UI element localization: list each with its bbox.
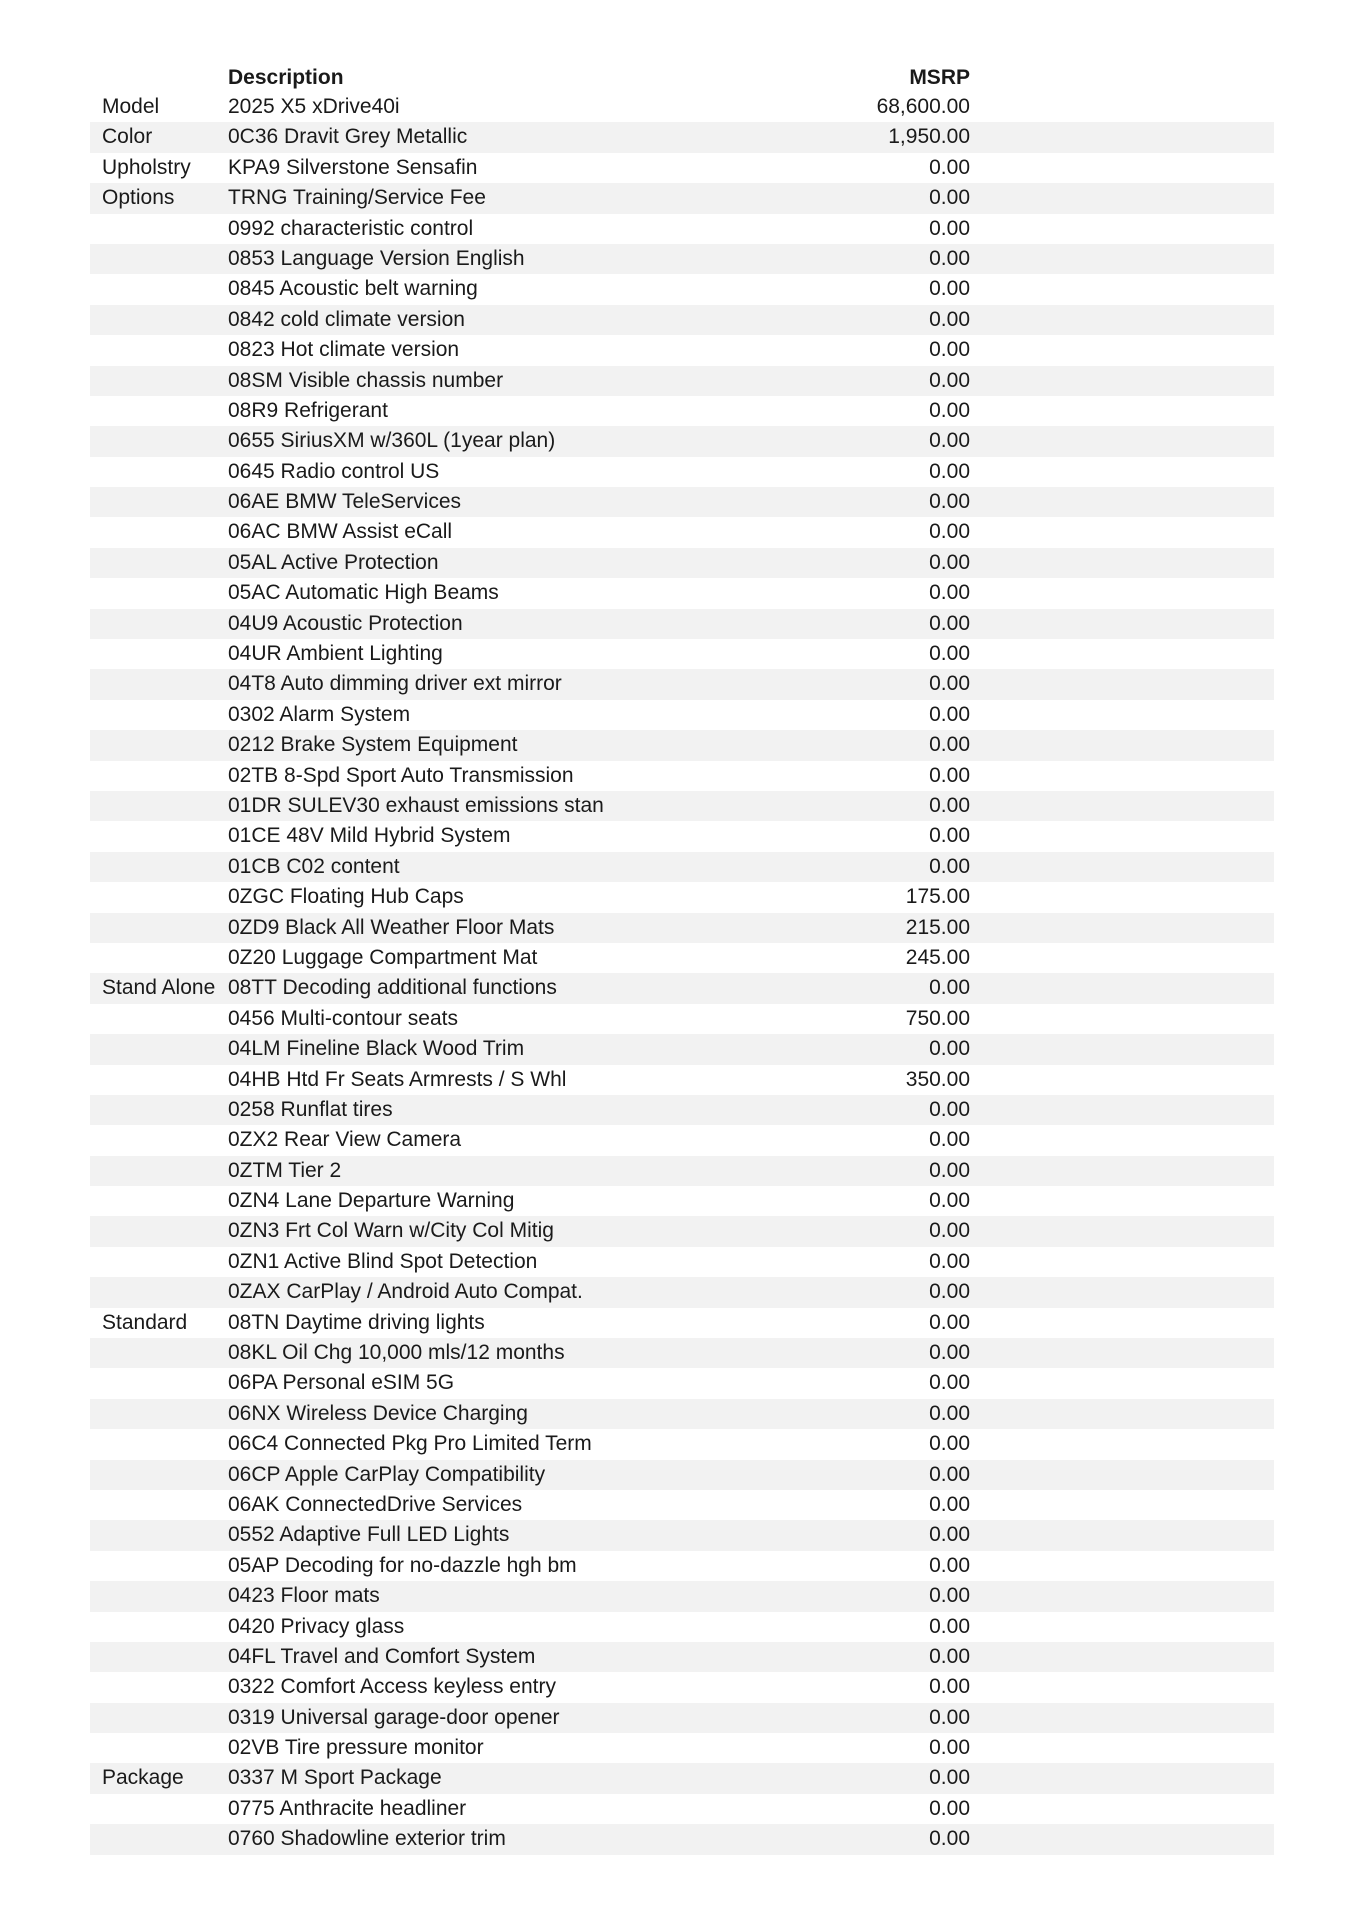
row-description: 0258 Runflat tires <box>228 1097 393 1121</box>
row-description: 0845 Acoustic belt warning <box>228 277 478 301</box>
table-row <box>90 609 1274 639</box>
table-row <box>90 487 1274 517</box>
row-description: 06NX Wireless Device Charging <box>228 1401 528 1425</box>
table-row <box>90 943 1274 973</box>
row-msrp: 0.00 <box>929 1401 970 1425</box>
row-category: Options <box>102 186 175 210</box>
row-description: 06AK ConnectedDrive Services <box>228 1492 523 1516</box>
row-msrp: 0.00 <box>929 550 970 574</box>
row-description: 0552 Adaptive Full LED Lights <box>228 1523 510 1547</box>
row-description: 0853 Language Version English <box>228 246 525 270</box>
table-row <box>90 730 1274 760</box>
row-description: 0ZGC Floating Hub Caps <box>228 885 464 909</box>
row-msrp: 0.00 <box>929 1705 970 1729</box>
row-msrp: 0.00 <box>929 702 970 726</box>
row-description: 08TN Daytime driving lights <box>228 1310 485 1334</box>
row-msrp: 0.00 <box>929 368 970 392</box>
row-description: 08TT Decoding additional functions <box>228 976 557 1000</box>
row-msrp: 0.00 <box>929 642 970 666</box>
table-row <box>90 761 1274 791</box>
row-description: 0ZD9 Black All Weather Floor Mats <box>228 915 555 939</box>
table-row <box>90 1277 1274 1307</box>
row-description: 06C4 Connected Pkg Pro Limited Term <box>228 1432 592 1456</box>
table-row <box>90 457 1274 487</box>
row-description: 0775 Anthracite headliner <box>228 1796 467 1820</box>
table-row <box>90 335 1274 365</box>
table-row <box>90 1551 1274 1581</box>
table-row <box>90 1429 1274 1459</box>
table-row <box>90 1642 1274 1672</box>
header-msrp: MSRP <box>909 66 970 89</box>
row-description: 0760 Shadowline exterior trim <box>228 1827 506 1851</box>
row-msrp: 0.00 <box>929 1158 970 1182</box>
table-row <box>90 700 1274 730</box>
table-row <box>90 183 1274 213</box>
row-msrp: 0.00 <box>929 246 970 270</box>
row-description: TRNG Training/Service Fee <box>228 186 486 210</box>
row-msrp: 0.00 <box>929 1219 970 1243</box>
row-description: 0C36 Dravit Grey Metallic <box>228 125 468 149</box>
table-row <box>90 791 1274 821</box>
row-msrp: 0.00 <box>929 398 970 422</box>
row-description: 05AL Active Protection <box>228 550 439 574</box>
row-msrp: 0.00 <box>929 1523 970 1547</box>
row-msrp: 0.00 <box>929 854 970 878</box>
row-msrp: 0.00 <box>929 824 970 848</box>
row-description: 06PA Personal eSIM 5G <box>228 1371 455 1395</box>
table-row <box>90 1460 1274 1490</box>
row-description: 0322 Comfort Access keyless entry <box>228 1675 556 1699</box>
table-row <box>90 153 1274 183</box>
row-msrp: 0.00 <box>929 1371 970 1395</box>
table-row <box>90 882 1274 912</box>
row-description: 0423 Floor mats <box>228 1584 380 1608</box>
row-category: Package <box>102 1766 184 1790</box>
row-msrp: 0.00 <box>929 1280 970 1304</box>
row-msrp: 0.00 <box>929 1614 970 1638</box>
row-msrp: 0.00 <box>929 490 970 514</box>
row-description: 0302 Alarm System <box>228 702 411 726</box>
row-description: KPA9 Silverstone Sensafin <box>228 155 478 179</box>
row-description: 0ZTM Tier 2 <box>228 1158 342 1182</box>
row-category: Stand Alone <box>102 976 216 1000</box>
table-row <box>90 1824 1274 1854</box>
row-description: 0ZN1 Active Blind Spot Detection <box>228 1249 538 1273</box>
table-row <box>90 214 1274 244</box>
row-msrp: 0.00 <box>929 793 970 817</box>
row-description: 04T8 Auto dimming driver ext mirror <box>228 672 562 696</box>
table-row <box>90 244 1274 274</box>
table-row <box>90 426 1274 456</box>
row-msrp: 0.00 <box>929 1796 970 1820</box>
row-msrp: 0.00 <box>929 277 970 301</box>
row-description: 06AE BMW TeleServices <box>228 490 462 514</box>
row-description: 05AP Decoding for no-dazzle hgh bm <box>228 1553 577 1577</box>
row-description: 0ZAX CarPlay / Android Auto Compat. <box>228 1280 583 1304</box>
price-sheet <box>90 64 1274 1855</box>
row-msrp: 0.00 <box>929 1097 970 1121</box>
table-row <box>90 1034 1274 1064</box>
table-row <box>90 913 1274 943</box>
row-msrp: 0.00 <box>929 1341 970 1365</box>
row-category: Color <box>102 125 153 149</box>
table-row <box>90 821 1274 851</box>
table-row <box>90 1763 1274 1793</box>
row-description: 0655 SiriusXM w/360L (1year plan) <box>228 429 556 453</box>
table-row <box>90 548 1274 578</box>
row-description: 02VB Tire pressure monitor <box>228 1736 484 1760</box>
table-row <box>90 1247 1274 1277</box>
row-msrp: 0.00 <box>929 1432 970 1456</box>
row-description: 08SM Visible chassis number <box>228 368 504 392</box>
row-msrp: 215.00 <box>905 915 970 939</box>
row-description: 01CE 48V Mild Hybrid System <box>228 824 511 848</box>
row-description: 0337 M Sport Package <box>228 1766 442 1790</box>
table-row <box>90 517 1274 547</box>
row-msrp: 0.00 <box>929 581 970 605</box>
row-description: 08R9 Refrigerant <box>228 398 388 422</box>
table-row <box>90 1612 1274 1642</box>
row-msrp: 0.00 <box>929 733 970 757</box>
table-row <box>90 1794 1274 1824</box>
table-row <box>90 305 1274 335</box>
table-row <box>90 578 1274 608</box>
row-msrp: 1,950.00 <box>888 125 970 149</box>
header-description: Description <box>228 66 344 89</box>
table-row <box>90 1338 1274 1368</box>
table-body <box>90 92 1274 1855</box>
table-row <box>90 1368 1274 1398</box>
row-description: 2025 X5 xDrive40i <box>228 95 400 118</box>
table-row <box>90 1308 1274 1338</box>
table-row <box>90 1733 1274 1763</box>
row-msrp: 245.00 <box>905 945 970 969</box>
table-header <box>90 64 1274 92</box>
table-row <box>90 1581 1274 1611</box>
row-description: 05AC Automatic High Beams <box>228 581 499 605</box>
row-description: 0420 Privacy glass <box>228 1614 405 1638</box>
row-description: 04LM Fineline Black Wood Trim <box>228 1037 525 1061</box>
row-msrp: 0.00 <box>929 459 970 483</box>
row-msrp: 0.00 <box>929 763 970 787</box>
table-row <box>90 92 1274 122</box>
row-msrp: 0.00 <box>929 429 970 453</box>
row-msrp: 0.00 <box>929 338 970 362</box>
row-description: 0992 characteristic control <box>228 216 474 240</box>
row-description: 08KL Oil Chg 10,000 mls/12 months <box>228 1341 565 1365</box>
table-row <box>90 1399 1274 1429</box>
table-row <box>90 1520 1274 1550</box>
row-msrp: 0.00 <box>929 1249 970 1273</box>
table-row <box>90 1703 1274 1733</box>
row-msrp: 0.00 <box>929 1827 970 1851</box>
table-row <box>90 1004 1274 1034</box>
table-row <box>90 1216 1274 1246</box>
row-category: Model <box>102 95 160 118</box>
table-row <box>90 1186 1274 1216</box>
row-msrp: 0.00 <box>929 307 970 331</box>
row-description: 04FL Travel and Comfort System <box>228 1644 536 1668</box>
table-row <box>90 973 1274 1003</box>
row-description: 0ZN3 Frt Col Warn w/City Col Mitig <box>228 1219 554 1243</box>
row-msrp: 0.00 <box>929 216 970 240</box>
row-msrp: 175.00 <box>905 885 970 909</box>
table-row <box>90 639 1274 669</box>
row-msrp: 0.00 <box>929 186 970 210</box>
table-row <box>90 274 1274 304</box>
row-description: 0645 Radio control US <box>228 459 440 483</box>
table-row <box>90 1156 1274 1186</box>
row-msrp: 68,600.00 <box>876 95 970 118</box>
row-description: 0Z20 Luggage Compartment Mat <box>228 945 538 969</box>
row-msrp: 0.00 <box>929 1492 970 1516</box>
row-description: 0456 Multi-contour seats <box>228 1006 458 1030</box>
row-description: 06AC BMW Assist eCall <box>228 520 453 544</box>
row-description: 04HB Htd Fr Seats Armrests / S Whl <box>228 1067 567 1091</box>
row-description: 0842 cold climate version <box>228 307 465 331</box>
row-msrp: 0.00 <box>929 1766 970 1790</box>
row-msrp: 0.00 <box>929 672 970 696</box>
table-row <box>90 1490 1274 1520</box>
row-msrp: 0.00 <box>929 611 970 635</box>
row-category: Upholstry <box>102 155 191 179</box>
row-msrp: 0.00 <box>929 1128 970 1152</box>
table-row <box>90 852 1274 882</box>
table-row <box>90 1065 1274 1095</box>
row-description: 0ZX2 Rear View Camera <box>228 1128 462 1152</box>
row-msrp: 0.00 <box>929 155 970 179</box>
row-msrp: 0.00 <box>929 1644 970 1668</box>
table-row <box>90 1095 1274 1125</box>
row-description: 04U9 Acoustic Protection <box>228 611 463 635</box>
row-description: 0319 Universal garage-door opener <box>228 1705 560 1729</box>
row-msrp: 0.00 <box>929 1462 970 1486</box>
table-row <box>90 1125 1274 1155</box>
row-description: 0ZN4 Lane Departure Warning <box>228 1189 515 1213</box>
row-description: 01CB C02 content <box>228 854 400 878</box>
row-msrp: 0.00 <box>929 1553 970 1577</box>
row-msrp: 0.00 <box>929 1675 970 1699</box>
row-description: 04UR Ambient Lighting <box>228 642 443 666</box>
row-msrp: 0.00 <box>929 1037 970 1061</box>
row-msrp: 0.00 <box>929 1189 970 1213</box>
row-description: 02TB 8-Spd Sport Auto Transmission <box>228 763 574 787</box>
row-msrp: 0.00 <box>929 520 970 544</box>
row-msrp: 0.00 <box>929 1310 970 1334</box>
table-row <box>90 122 1274 152</box>
row-category: Standard <box>102 1310 188 1334</box>
row-msrp: 0.00 <box>929 976 970 1000</box>
row-description: 06CP Apple CarPlay Compatibility <box>228 1462 546 1486</box>
row-msrp: 750.00 <box>905 1006 970 1030</box>
row-msrp: 0.00 <box>929 1584 970 1608</box>
row-msrp: 350.00 <box>905 1067 970 1091</box>
row-msrp: 0.00 <box>929 1736 970 1760</box>
row-description: 0212 Brake System Equipment <box>228 733 518 757</box>
row-description: 0823 Hot climate version <box>228 338 460 362</box>
table-row <box>90 669 1274 699</box>
row-description: 01DR SULEV30 exhaust emissions stan <box>228 793 604 817</box>
table-row <box>90 1672 1274 1702</box>
table-row <box>90 366 1274 396</box>
table-row <box>90 396 1274 426</box>
